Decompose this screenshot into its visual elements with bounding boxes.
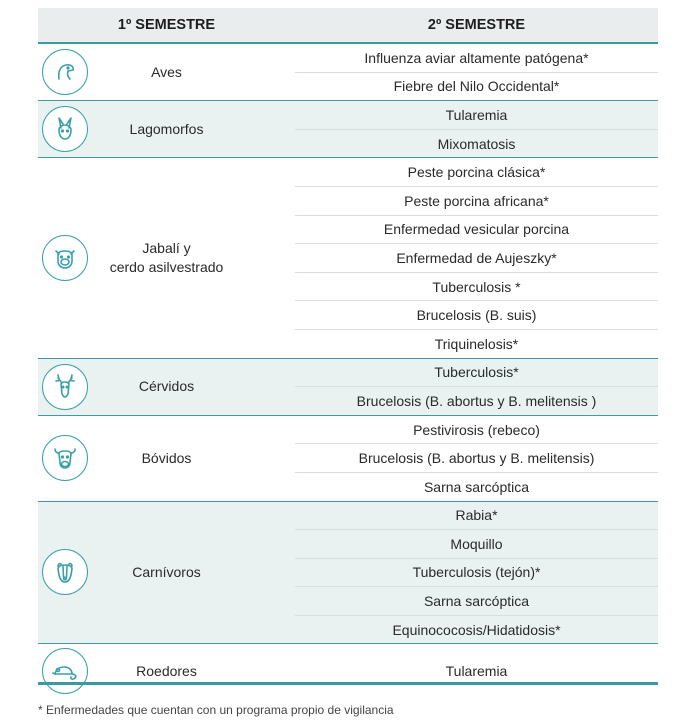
group-label: Jabalí y cerdo asilvestrado [109, 239, 224, 275]
disease-row: Mixomatosis [437, 135, 516, 152]
disease-row: Tuberculosis * [295, 273, 658, 302]
deer-icon [42, 364, 88, 410]
group-label: Aves [151, 63, 182, 80]
disease-row: Brucelosis (B. abortus y B. melitensis ) [356, 392, 597, 409]
header-second-semester: 2º SEMESTRE [427, 17, 526, 33]
disease-row: Sarna sarcóptica [295, 587, 658, 616]
disease-row: Fiebre del Nilo Occidental* [393, 78, 560, 95]
group-cervidos [38, 359, 658, 416]
disease-row: Triquinelosis* [434, 335, 519, 352]
boar-icon [42, 235, 88, 281]
disease-row: Enfermedad de Aujeszky* [295, 244, 658, 273]
disease-row: Rabia* [295, 502, 658, 531]
group-bovidos [38, 416, 658, 502]
disease-row: Equinococosis/Hidatidosis* [392, 621, 561, 638]
group-lagomorfos [38, 101, 658, 158]
header-first-semester: 1º SEMESTRE [117, 17, 216, 33]
disease-row: Peste porcina clásica* [295, 158, 658, 187]
group-aves [38, 44, 658, 101]
group-label: Lagomorfos [129, 120, 204, 137]
disease-row: Peste porcina africana* [295, 187, 658, 216]
group-label: Roedores [136, 662, 197, 679]
disease-row: Pestivirosis (rebeco) [295, 416, 658, 445]
cow-icon [42, 435, 88, 481]
disease-row: Enfermedad vesicular porcina [295, 216, 658, 245]
group-label: Carnívoros [132, 563, 201, 580]
group-carnivoros [38, 502, 658, 645]
footnote: * Enfermedades que cuentan con un programa propio de vigilancia [38, 703, 394, 717]
group-roedores [38, 644, 658, 698]
disease-row: Brucelosis (B. abortus y B. melitensis) [295, 444, 658, 473]
disease-row: Sarna sarcóptica [423, 478, 530, 495]
disease-row: Tularemia [445, 663, 508, 680]
table-header [38, 8, 658, 44]
disease-row: Influenza aviar altamente patógena* [295, 44, 658, 73]
rat-icon [42, 648, 88, 694]
bird-icon [42, 49, 88, 95]
disease-row: Tularemia [295, 101, 658, 130]
badger-icon [42, 549, 88, 595]
disease-row: Tuberculosis (tejón)* [295, 559, 658, 588]
table-bottom-divider [38, 682, 658, 685]
group-label: Cérvidos [138, 378, 195, 395]
group-jabali [38, 158, 658, 358]
disease-row: Moquillo [295, 530, 658, 559]
surveillance-table [38, 8, 658, 698]
group-label: Bóvidos [141, 449, 192, 466]
disease-row: Brucelosis (B. suis) [295, 301, 658, 330]
rabbit-icon [42, 106, 88, 152]
disease-row: Tuberculosis* [295, 359, 658, 388]
